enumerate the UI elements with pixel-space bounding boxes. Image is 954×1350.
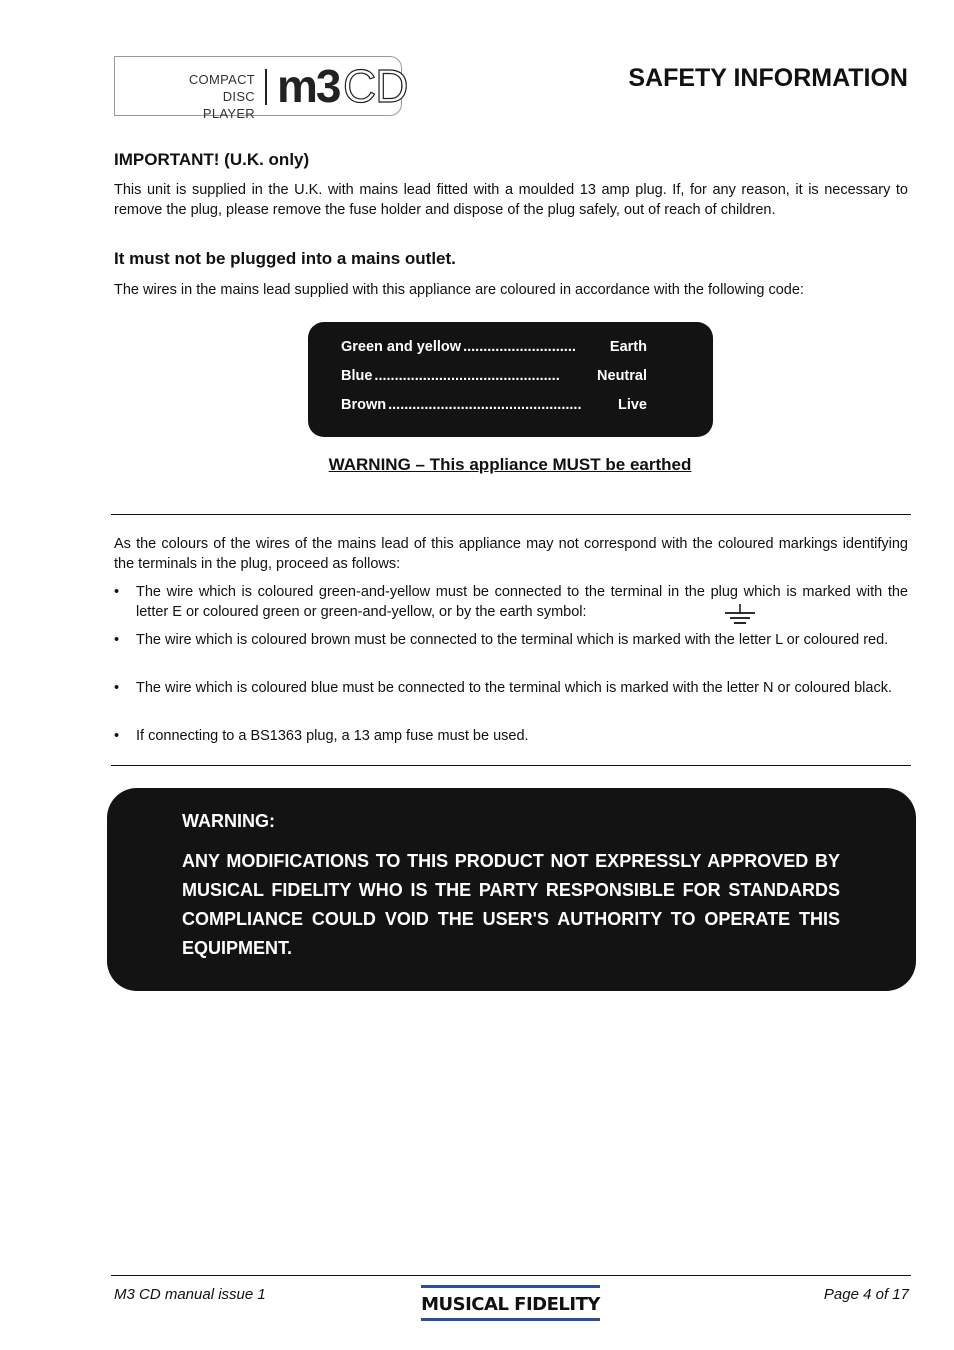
important-paragraph: This unit is supplied in the U.K. with mains lead fitted with a moulded 13 amp plug. If, for any reason, it is necessary to remove the plug, please remove the fuse holder and dispose of the plug safely, out of reach of children. (114, 182, 908, 218)
logo-model-cd: CD (343, 60, 408, 112)
bullet-text: If connecting to a BS1363 plug, a 13 amp fuse must be used. (136, 728, 529, 744)
mains-outlet-subheading: It must not be plugged into a mains outlet. (114, 249, 456, 268)
bullet-text: The wire which is coloured blue must be connected to the terminal which is marked with the letter N or coloured black. (136, 680, 892, 696)
wires-intro-text: The wires in the mains lead supplied with this appliance are coloured in accordance with the following code: (114, 282, 804, 298)
section-divider (111, 765, 911, 766)
bullet-text: The wire which is coloured brown must be connected to the terminal which is marked with the letter L or coloured red. (136, 632, 889, 648)
wire-meaning: Live (617, 397, 647, 413)
logo-separator (265, 69, 267, 105)
wire-code-row (341, 368, 647, 384)
bullet: • (114, 680, 120, 696)
page-number: Page 4 of 17 (823, 1286, 909, 1303)
wire-meaning: Earth (609, 339, 647, 355)
earthed-warning: WARNING – This appliance MUST be earthed (328, 455, 692, 474)
bullet: • (114, 728, 120, 744)
wire-leader-dots: .............................................. (374, 368, 560, 384)
earth-ground-icon (722, 603, 758, 627)
bullet: • (114, 584, 120, 600)
logo-subtitle (175, 71, 255, 122)
footer-divider (111, 1275, 911, 1276)
important-heading: IMPORTANT! (U.K. only) (114, 150, 310, 169)
brand-logo (421, 1285, 600, 1321)
wire-code-row (341, 397, 647, 413)
modification-warning-panel (107, 788, 916, 991)
brand-name: MUSICAL FIDELITY (421, 1294, 600, 1315)
logo-model-m3: m3 (277, 60, 340, 112)
wire-meaning: Neutral (597, 368, 647, 384)
wire-leader-dots: ............................ (463, 339, 576, 355)
wire-colour: Blue (341, 368, 373, 384)
wire-colour: Green and yellow (341, 339, 462, 355)
wire-leader-dots: ................................................ (388, 397, 582, 413)
warning-body: ANY MODIFICATIONS TO THIS PRODUCT NOT EXPRESSLY APPROVED BY MUSICAL FIDELITY WHO IS THE PARTY RESPONSIBLE FOR STANDARDS COMPLIANCE COULD VOID THE USER'S AUTHORITY TO OPERATE THIS EQUIPMENT. (182, 851, 840, 958)
logo-subtitle-line2: DISC PLAYER (202, 89, 255, 121)
bullet: • (114, 632, 120, 648)
logo-subtitle-line1: COMPACT (188, 72, 255, 87)
section-divider (111, 514, 911, 515)
footer-manual-issue: M3 CD manual issue 1 (114, 1286, 266, 1303)
wire-colour: Brown (341, 397, 387, 413)
bullet-text: The wire which is coloured green-and-yellow must be connected to the terminal in the plug which is marked with the letter E or coloured green or green-and-yellow, or by the earth symbol: (136, 584, 908, 620)
product-logo (114, 56, 408, 121)
instructions-intro: As the colours of the wires of the mains lead of this appliance may not correspond with the coloured markings identifying the terminals in the plug, proceed as follows: (114, 536, 908, 572)
wire-code-box (308, 322, 713, 437)
warning-title: WARNING: (182, 811, 275, 831)
page-title: SAFETY INFORMATION (628, 64, 908, 92)
wire-code-row (341, 339, 647, 355)
